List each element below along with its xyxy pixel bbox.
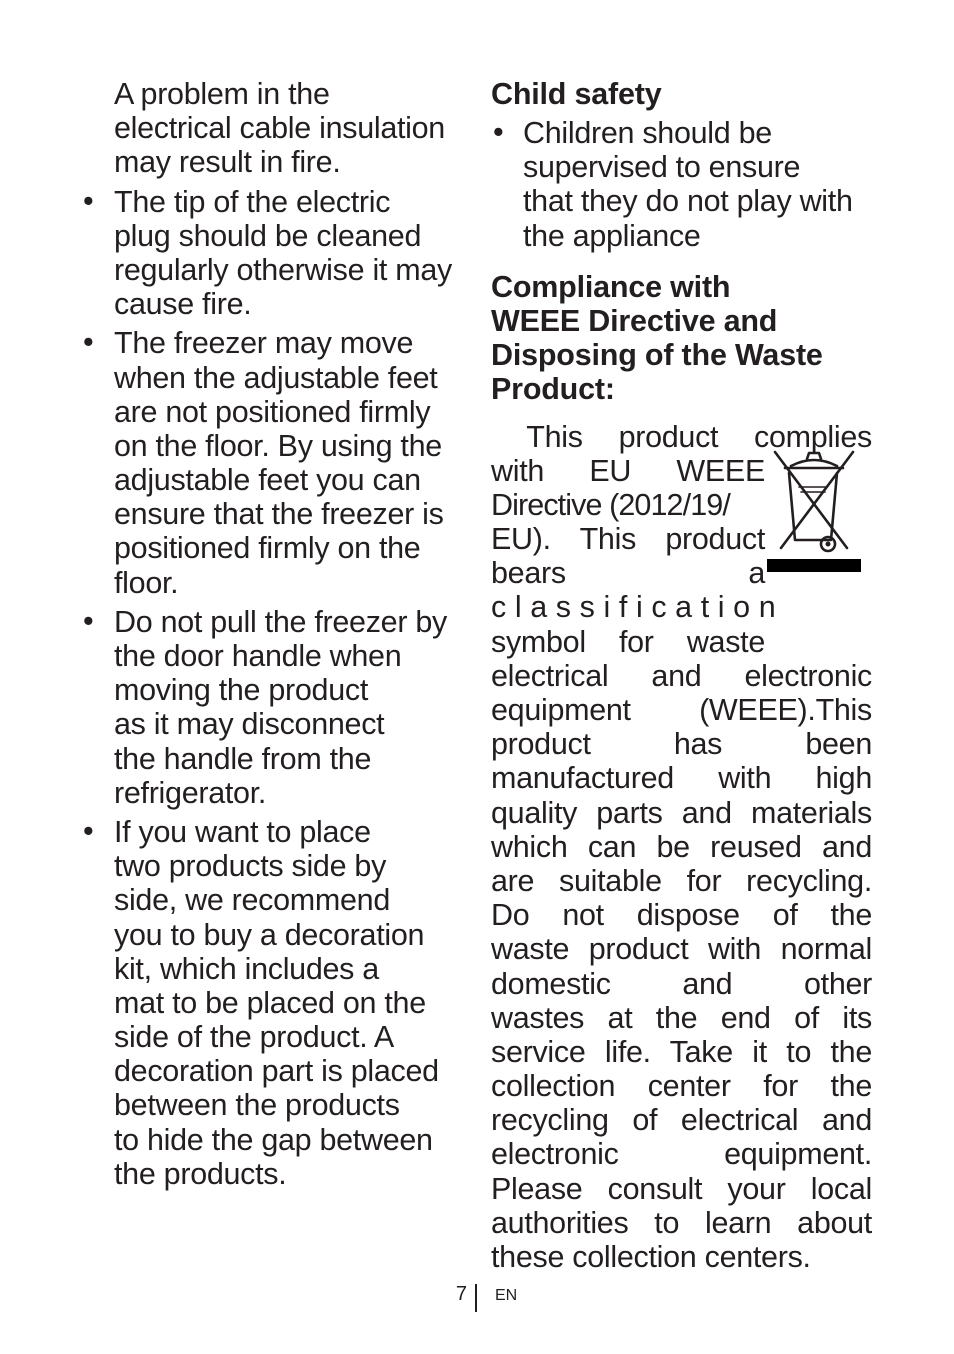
text-line: to hide the gap between bbox=[114, 1122, 433, 1157]
text-line: domestic and other bbox=[491, 966, 872, 1001]
text-line: electrical cable insulation bbox=[114, 111, 445, 146]
text-line: the products. bbox=[114, 1156, 287, 1191]
text-line: when the adjustable feet bbox=[114, 360, 438, 395]
text-line: bears a bbox=[491, 556, 765, 591]
text-line: the handle from the bbox=[114, 741, 372, 776]
text-line: electronic equipment. bbox=[491, 1137, 872, 1172]
text-line: between the products bbox=[114, 1088, 400, 1123]
text-line: adjustable feet you can bbox=[114, 463, 421, 498]
text-line: moving the product bbox=[114, 673, 368, 708]
bullet-icon: • bbox=[83, 603, 94, 638]
bullet-icon: • bbox=[83, 325, 94, 360]
heading-line: Disposing of the Waste bbox=[491, 338, 823, 373]
intro-paragraph bbox=[114, 77, 466, 180]
text-line: two products side by bbox=[114, 849, 387, 884]
text-line: A problem in the bbox=[114, 77, 330, 111]
text-line: positioned firmly on the bbox=[114, 531, 421, 566]
text-line: supervised to ensure bbox=[523, 150, 801, 185]
bullet-item-adjustable-feet bbox=[83, 325, 466, 600]
text-line: quality parts and materials bbox=[491, 795, 872, 830]
child-safety-heading: Child safety bbox=[491, 77, 662, 111]
text-line: wastes at the end of its bbox=[491, 1000, 872, 1035]
text-line: the appliance bbox=[523, 218, 701, 253]
text-line: as it may disconnect bbox=[114, 707, 385, 742]
text-line: floor. bbox=[114, 565, 179, 600]
footer-divider bbox=[475, 1284, 477, 1312]
text-line: refrigerator. bbox=[114, 775, 267, 810]
text-line: collection center for the bbox=[491, 1069, 872, 1104]
language-code: EN bbox=[495, 1287, 518, 1304]
text-line: side, we recommend bbox=[114, 883, 390, 918]
page-number: 7 bbox=[455, 1283, 467, 1305]
text-line: electrical and electronic bbox=[491, 658, 872, 693]
text-line: which can be reused and bbox=[491, 829, 872, 864]
text-line: may result in fire. bbox=[114, 145, 341, 180]
weee-paragraph bbox=[491, 420, 872, 1275]
text-line: decoration part is placed bbox=[114, 1054, 439, 1089]
text-line: The freezer may move bbox=[114, 326, 414, 361]
text-line: product has been bbox=[491, 727, 872, 762]
text-line: Do not pull the freezer by bbox=[114, 604, 447, 639]
text-line: If you want to place bbox=[114, 814, 371, 849]
bullet-item-decoration-kit bbox=[83, 813, 466, 1191]
text-line: The tip of the electric bbox=[114, 184, 391, 219]
text-line: EU). This product bbox=[491, 522, 765, 557]
bullet-icon: • bbox=[83, 183, 94, 218]
left-column bbox=[83, 77, 466, 1191]
text-line: kit, which includes a bbox=[114, 951, 379, 986]
heading-line: Compliance with bbox=[491, 269, 731, 304]
text-line: symbol for waste bbox=[491, 624, 765, 659]
text-line: on the floor. By using the bbox=[114, 428, 442, 463]
text-line: regularly otherwise it may bbox=[114, 252, 452, 287]
text-line: are not positioned firmly bbox=[114, 394, 431, 429]
text-line: authorities to learn about bbox=[491, 1205, 872, 1240]
bullet-item-plug-cleaning bbox=[83, 183, 466, 322]
text-line: equipment (WEEE).This bbox=[491, 693, 872, 727]
text-line: service life. Take it to the bbox=[491, 1034, 872, 1069]
text-line: Children should be bbox=[523, 116, 772, 150]
text-line: ensure that the freezer is bbox=[114, 497, 444, 532]
text-line: This product complies bbox=[491, 419, 872, 454]
text-line: these collection centers. bbox=[491, 1240, 811, 1274]
text-line: manufactured with high bbox=[491, 761, 872, 796]
page-footer bbox=[0, 1282, 954, 1312]
text-line: classification bbox=[491, 590, 785, 625]
text-line: Directive (2012/19/ bbox=[491, 487, 730, 522]
right-column bbox=[491, 77, 872, 1274]
bullet-icon: • bbox=[83, 813, 94, 848]
text-line: recycling of electrical and bbox=[491, 1103, 872, 1138]
bullet-icon: • bbox=[493, 115, 504, 149]
heading-line: WEEE Directive and bbox=[491, 303, 778, 338]
bullet-item-door-handle bbox=[83, 603, 466, 810]
text-line: side of the product. A bbox=[114, 1020, 394, 1055]
text-line: you to buy a decoration bbox=[114, 917, 425, 952]
text-line: cause fire. bbox=[114, 287, 252, 322]
weee-heading bbox=[491, 270, 872, 407]
text-line: the door handle when bbox=[114, 639, 402, 673]
text-line: Do not dispose of the bbox=[491, 898, 872, 933]
text-line: with EU WEEE bbox=[491, 453, 765, 488]
text-line: waste product with normal bbox=[491, 932, 872, 967]
text-line: Please consult your local bbox=[491, 1171, 872, 1206]
text-line: are suitable for recycling. bbox=[491, 863, 872, 898]
heading-line: Product: bbox=[491, 372, 615, 407]
bullet-item-child-supervision bbox=[491, 116, 872, 253]
text-line: mat to be placed on the bbox=[114, 985, 426, 1020]
text-line: that they do not play with bbox=[523, 184, 853, 219]
crossed-out-wheeled-bin-icon bbox=[767, 448, 861, 572]
text-line: plug should be cleaned bbox=[114, 218, 422, 253]
